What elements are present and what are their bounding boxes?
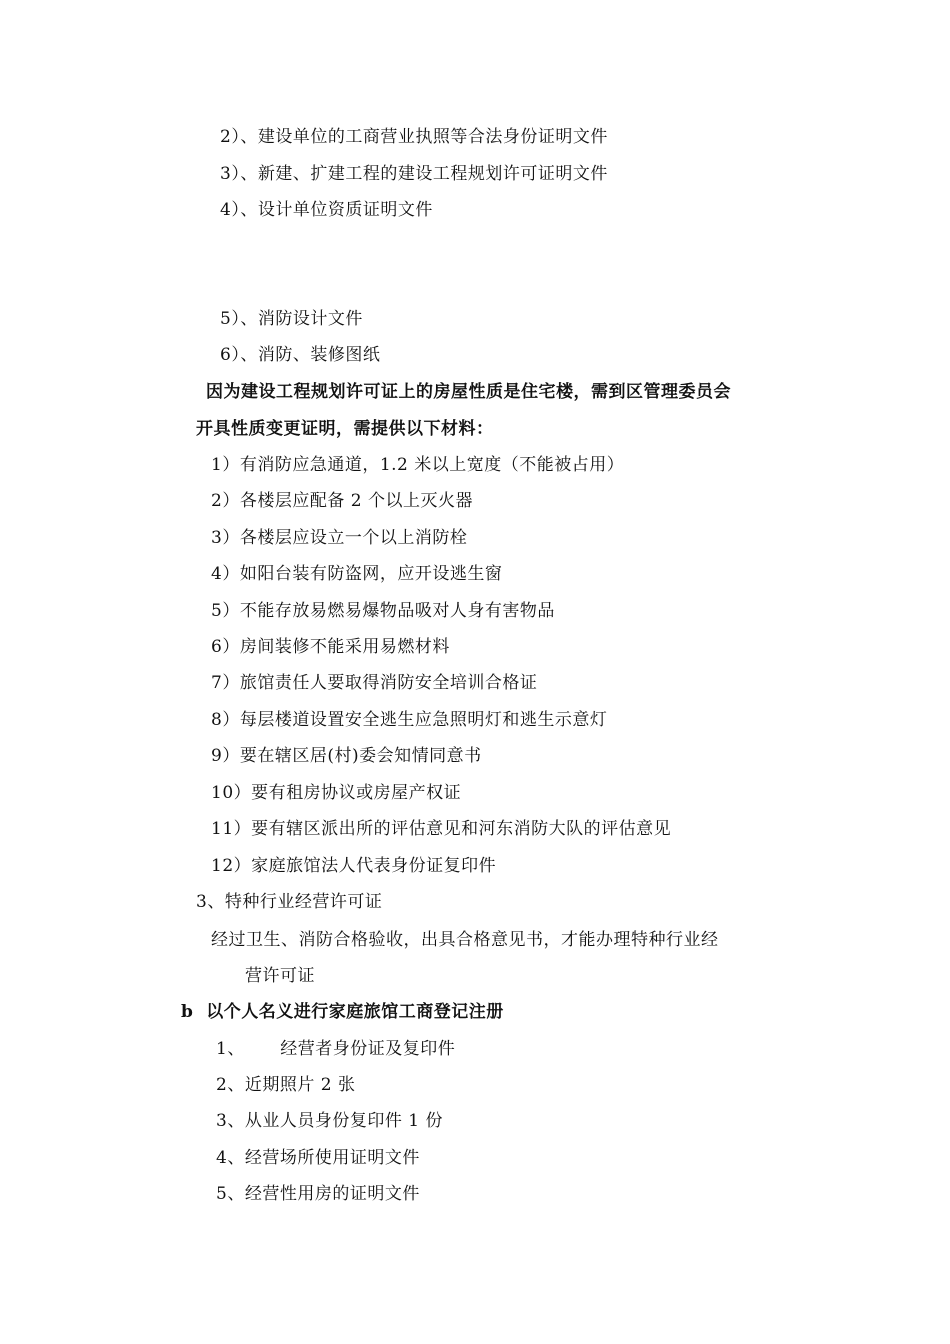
material-item: 4）如阳台装有防盗网，应开设逃生窗	[211, 564, 503, 584]
material-item: 6）房间装修不能采用易燃材料	[211, 637, 450, 657]
material-item: 8）每层楼道设置安全逃生应急照明灯和逃生示意灯	[211, 710, 608, 730]
section-b-heading: b 以个人名义进行家庭旅馆工商登记注册	[181, 1002, 504, 1022]
material-item: 1）有消防应急通道，1.2 米以上宽度（不能被占用）	[211, 455, 625, 475]
material-item: 3）各楼层应设立一个以上消防栓	[211, 528, 468, 548]
permit-text-line-1: 经过卫生、消防合格验收，出具合格意见书，才能办理特种行业经	[211, 930, 719, 950]
permit-text-line-2: 营许可证	[245, 966, 315, 986]
section-b-item: 4、经营场所使用证明文件	[216, 1148, 420, 1168]
notice-line-1: 因为建设工程规划许可证上的房屋性质是住宅楼，需到区管理委员会	[206, 382, 731, 402]
section-b-item: 3、从业人员身份复印件 1 份	[216, 1111, 443, 1131]
list-item: 2）、建设单位的工商营业执照等合法身份证明文件	[220, 127, 608, 147]
material-item: 9）要在辖区居(村)委会知情同意书	[211, 746, 482, 766]
list-item: 5）、消防设计文件	[220, 309, 363, 329]
permit-heading: 3、特种行业经营许可证	[196, 892, 383, 912]
material-item: 12）家庭旅馆法人代表身份证复印件	[211, 856, 497, 876]
list-item: 3）、新建、扩建工程的建设工程规划许可证明文件	[220, 164, 608, 184]
material-item: 11）要有辖区派出所的评估意见和河东消防大队的评估意见	[211, 819, 672, 839]
notice-line-2: 开具性质变更证明，需提供以下材料：	[196, 419, 494, 439]
list-item: 4）、设计单位资质证明文件	[220, 200, 433, 220]
material-item: 2）各楼层应配备 2 个以上灭火器	[211, 491, 473, 511]
material-item: 5）不能存放易燃易爆物品吸对人身有害物品	[211, 601, 555, 621]
section-b-item: 5、经营性用房的证明文件	[216, 1184, 420, 1204]
material-item: 7）旅馆责任人要取得消防安全培训合格证	[211, 673, 538, 693]
material-item: 10）要有租房协议或房屋产权证	[211, 783, 462, 803]
list-item: 6）、消防、装修图纸	[220, 345, 381, 365]
section-b-item: 2、近期照片 2 张	[216, 1075, 356, 1095]
section-b-item: 1、 经营者身份证及复印件	[216, 1039, 456, 1059]
